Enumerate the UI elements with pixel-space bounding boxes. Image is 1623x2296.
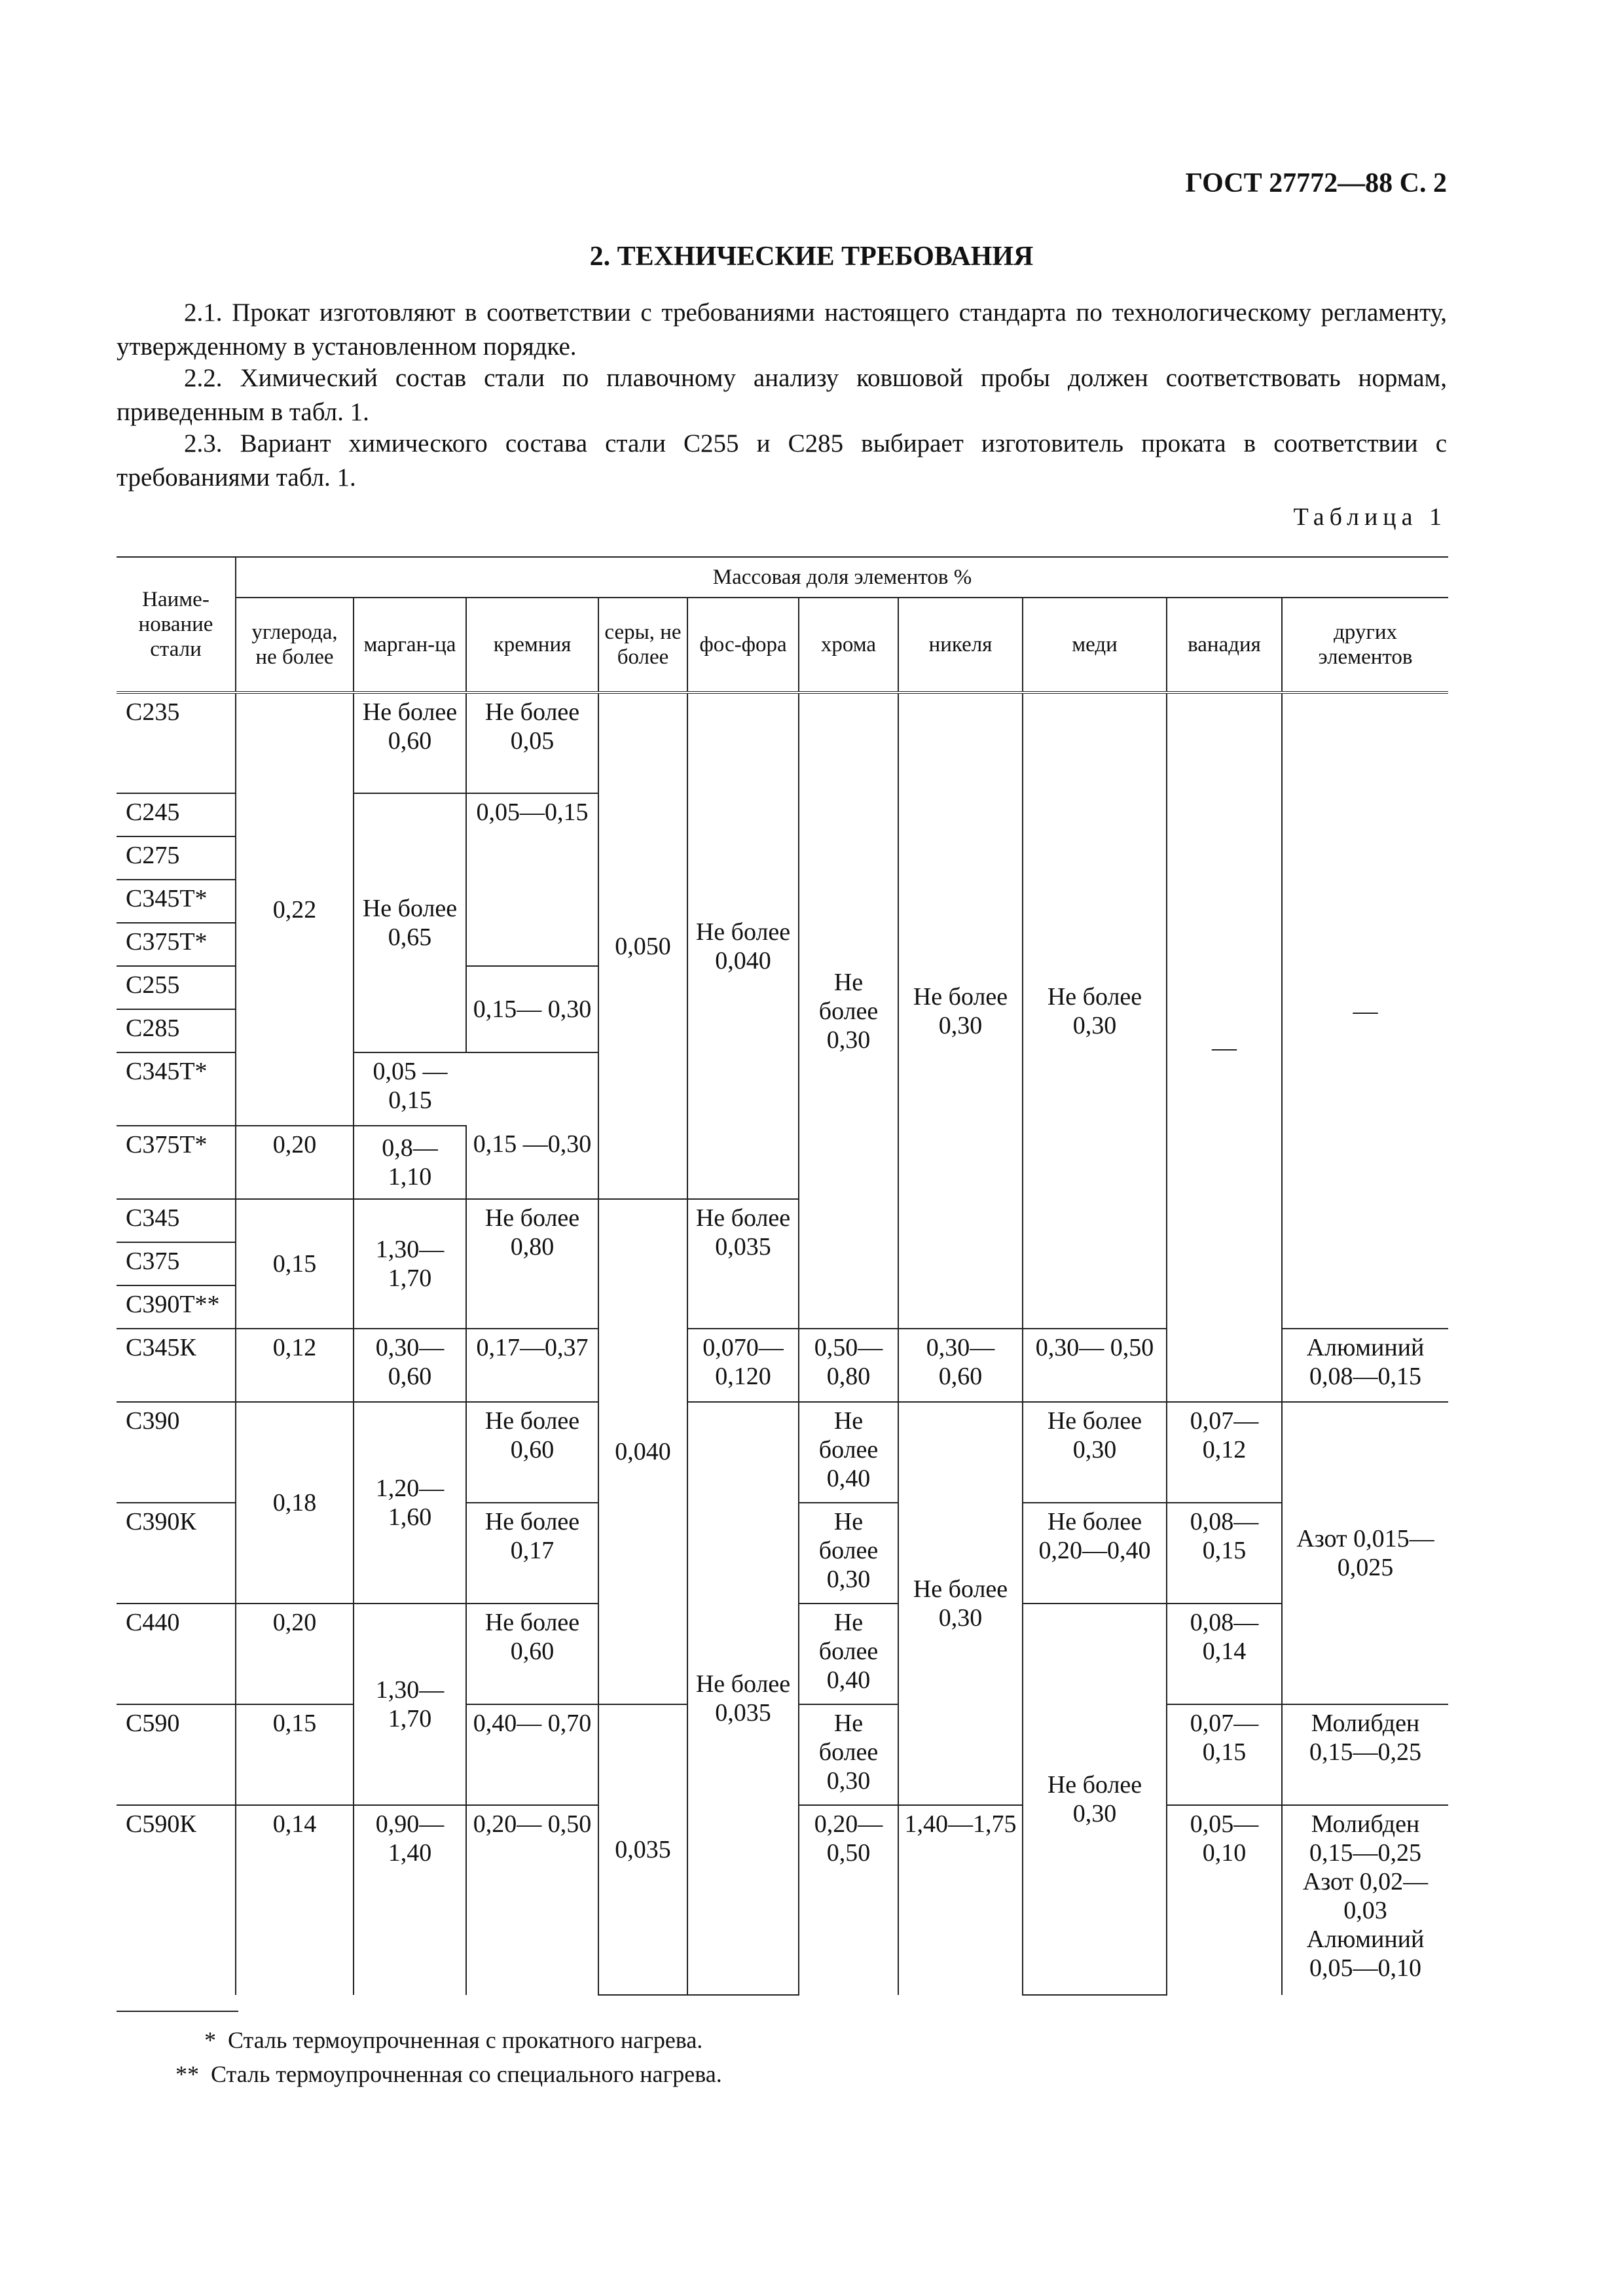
cell-carbon: 0,14 — [236, 1805, 354, 1995]
cell-carbon: 0,15 — [236, 1704, 354, 1805]
cell-phosphorus: 0,070— 0,120 — [687, 1329, 799, 1402]
chemical-composition-table — [117, 556, 1448, 1996]
steel-grade: С235 — [117, 692, 236, 793]
header-nickel: никеля — [898, 598, 1023, 692]
cell-vanadium: 0,08— 0,15 — [1167, 1503, 1282, 1604]
header-steel-name: Наиме-нование стали — [117, 557, 236, 692]
header-manganese: марган-ца — [354, 598, 466, 692]
cell-vanadium: 0,07— 0,15 — [1167, 1704, 1282, 1805]
footnote-2 — [175, 2060, 722, 2088]
cell-silicon: Не более 0,17 — [466, 1503, 598, 1604]
cell-silicon: Не более 0,05 — [466, 692, 598, 793]
cell-silicon: 0,20— 0,50 — [466, 1805, 598, 1995]
cell-silicon: 0,15 —0,30 — [466, 1126, 598, 1199]
cell-manganese: Не более 0,60 — [354, 692, 466, 793]
cell-silicon: Не более 0,60 — [466, 1402, 598, 1503]
footnote-text: Сталь термоупрочненная с прокатного нагрева. — [228, 2027, 703, 2053]
cell-phosphorus: Не более 0,035 — [687, 1199, 799, 1329]
cell-manganese: 1,30— 1,70 — [354, 1199, 466, 1329]
cell-carbon: 0,22 — [236, 692, 354, 1126]
footnote-mark: ** — [175, 2061, 199, 2087]
paragraph-2-3: 2.3. Вариант химического состава стали С255 и С285 выбирает изготовитель проката в соответствии с требованиями табл. 1. — [117, 429, 1447, 492]
steel-grade: С345Т* — [117, 1052, 236, 1126]
cell-carbon: 0,12 — [236, 1329, 354, 1402]
cell-carbon: 0,20 — [236, 1604, 354, 1704]
cell-copper: Не более 0,20—0,40 — [1023, 1503, 1167, 1604]
footnote-mark: * — [204, 2027, 216, 2053]
header-copper: меди — [1023, 598, 1167, 692]
cell-chromium: Не более 0,40 — [799, 1604, 898, 1704]
section-title: 2. ТЕХНИЧЕСКИЕ ТРЕБОВАНИЯ — [589, 242, 1034, 272]
cell-chromium: Не более 0,40 — [799, 1402, 898, 1503]
cell-chromium: Не более 0,30 — [799, 1503, 898, 1604]
cell-vanadium: 0,08— 0,14 — [1167, 1604, 1282, 1704]
header-other-elements: других элементов — [1282, 598, 1448, 692]
cell-manganese: Не более 0,65 — [354, 793, 466, 1052]
cell-silicon: Не более 0,80 — [466, 1199, 598, 1329]
cell-silicon: Не более 0,60 — [466, 1604, 598, 1704]
cell-vanadium: — — [1167, 692, 1282, 1402]
cell-silicon: 0,05—0,15 — [466, 793, 598, 966]
steel-grade: С345 — [117, 1199, 236, 1242]
cell-manganese: 0,90— 1,40 — [354, 1805, 466, 1995]
cell-copper: Не более 0,30 — [1023, 1402, 1167, 1503]
cell-silicon: 0,15— 0,30 — [466, 966, 598, 1052]
cell-sulfur: 0,035 — [598, 1704, 687, 1995]
cell-vanadium: 0,07— 0,12 — [1167, 1402, 1282, 1503]
cell-other: — — [1282, 692, 1448, 1329]
cell-silicon: 0,40— 0,70 — [466, 1704, 598, 1805]
steel-grade: С255 — [117, 966, 236, 1009]
cell-other: Алюминий 0,08—0,15 — [1282, 1329, 1448, 1402]
steel-grade: С275 — [117, 836, 236, 880]
cell-silicon: 0,05 —0,15 — [354, 1052, 466, 1126]
cell-manganese: 1,30— 1,70 — [354, 1604, 466, 1805]
table-label: Таблица 1 — [1293, 503, 1447, 531]
header-vanadium: ванадия — [1167, 598, 1282, 692]
cell-nickel: Не более 0,30 — [898, 692, 1023, 1329]
cell-other: Молибден 0,15—0,25 Азот 0,02—0,03 Алюминий 0,05—0,10 — [1282, 1805, 1448, 1995]
header-silicon: кремния — [466, 598, 598, 692]
paragraph-2-2: 2.2. Химический состав стали по плавочному анализу ковшовой пробы должен соответствовать нормам, приведенным в табл. 1. — [117, 364, 1447, 426]
footnote-text: Сталь термоупрочненная со специального нагрева. — [211, 2061, 722, 2087]
cell-other: Азот 0,015—0,025 — [1282, 1402, 1448, 1704]
cell-phosphorus: Не более 0,040 — [687, 692, 799, 1199]
cell-phosphorus: Не более 0,035 — [687, 1402, 799, 1995]
header-sulfur: серы, не более — [598, 598, 687, 692]
cell-nickel: 0,30— 0,60 — [898, 1329, 1023, 1402]
footnote-1 — [204, 2026, 702, 2054]
cell-sulfur: 0,050 — [598, 692, 687, 1199]
cell-sulfur: 0,040 — [598, 1199, 687, 1704]
cell-chromium: 0,20— 0,50 — [799, 1805, 898, 1995]
cell-carbon: 0,15 — [236, 1199, 354, 1329]
cell-vanadium: 0,05— 0,10 — [1167, 1805, 1282, 1995]
steel-grade: С245 — [117, 793, 236, 836]
steel-grade: С390К — [117, 1503, 236, 1604]
steel-grade: С590 — [117, 1704, 236, 1805]
steel-grade: С590К — [117, 1805, 236, 1995]
cell-chromium: Не более 0,30 — [799, 1704, 898, 1805]
steel-grade: С440 — [117, 1604, 236, 1704]
cell-carbon: 0,20 — [236, 1126, 354, 1199]
steel-grade: С375Т* — [117, 923, 236, 966]
cell-copper: 0,30— 0,50 — [1023, 1329, 1167, 1402]
header-mass-fraction: Массовая доля элементов % — [236, 557, 1448, 598]
cell-silicon: 0,17—0,37 — [466, 1329, 598, 1402]
steel-grade: С345Т* — [117, 880, 236, 923]
header-carbon: углерода, не более — [236, 598, 354, 692]
cell-manganese: 0,8— 1,10 — [354, 1126, 466, 1199]
steel-grade: С375 — [117, 1242, 236, 1285]
footnote-divider — [117, 2011, 238, 2012]
cell-chromium: Не более 0,30 — [799, 692, 898, 1329]
header-phosphorus: фос-фора — [687, 598, 799, 692]
paragraph-2-1: 2.1. Прокат изготовляют в соответствии с требованиями настоящего стандарта по технологическому регламенту, утвержденному в установленном порядке. — [117, 298, 1447, 361]
document-reference: ГОСТ 27772—88 С. 2 — [1185, 168, 1447, 198]
cell-manganese: 0,30— 0,60 — [354, 1329, 466, 1402]
steel-grade: С285 — [117, 1009, 236, 1052]
cell-chromium: 0,50— 0,80 — [799, 1329, 898, 1402]
steel-grade: С345К — [117, 1329, 236, 1402]
steel-grade: С375Т* — [117, 1126, 236, 1199]
steel-grade: С390Т** — [117, 1285, 236, 1329]
cell-manganese: 1,20— 1,60 — [354, 1402, 466, 1604]
cell-nickel: 1,40—1,75 — [898, 1805, 1023, 1995]
steel-grade: С390 — [117, 1402, 236, 1503]
cell-copper: Не более 0,30 — [1023, 1604, 1167, 1995]
cell-copper: Не более 0,30 — [1023, 692, 1167, 1329]
cell-nickel: Не более 0,30 — [898, 1402, 1023, 1805]
cell-other: Молибден 0,15—0,25 — [1282, 1704, 1448, 1805]
header-chromium: хрома — [799, 598, 898, 692]
cell-carbon: 0,18 — [236, 1402, 354, 1604]
